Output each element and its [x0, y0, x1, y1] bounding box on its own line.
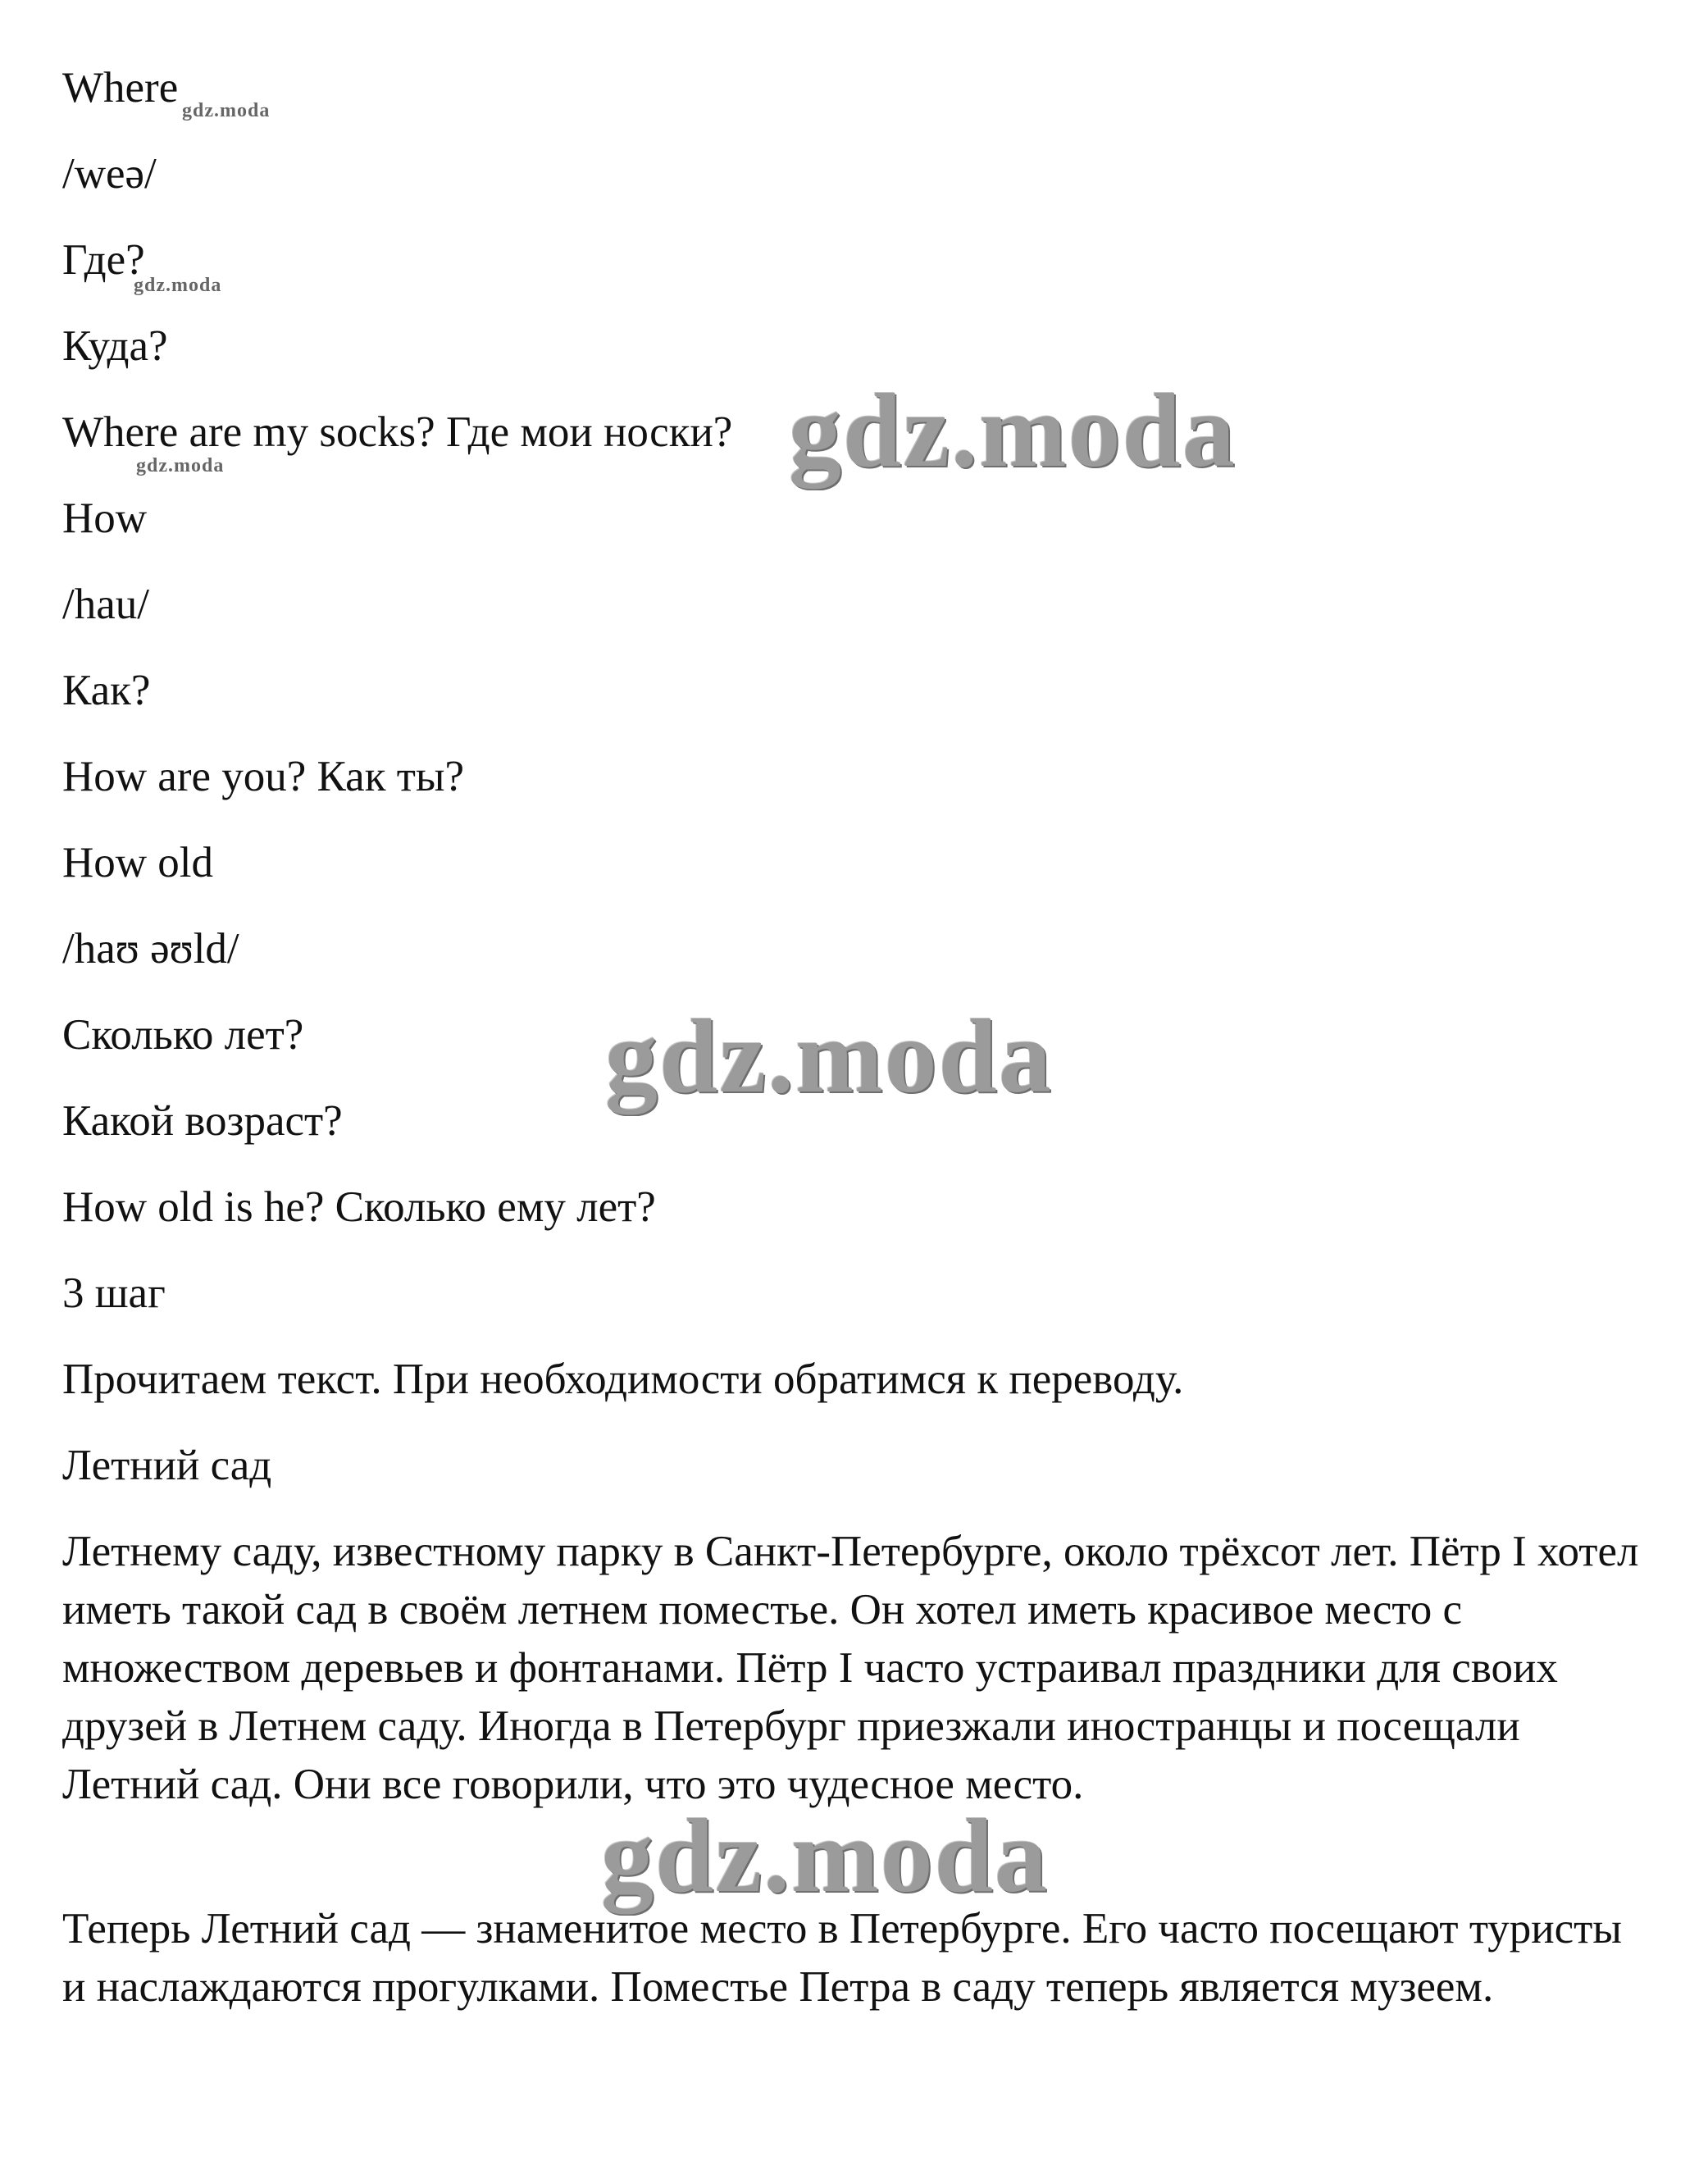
example-where: Where are my socks? Где мои носки?: [62, 408, 733, 456]
watermark-large-2: gdz.moda: [605, 998, 1053, 1114]
transcription-how: /hau/: [62, 581, 149, 628]
word-how: How: [62, 494, 148, 542]
example-how: How are you? Как ты?: [62, 753, 464, 800]
word-where: Where: [62, 64, 179, 112]
transcription-where: /weə/: [62, 150, 157, 198]
instruction-text: Прочитаем текст. При необходимости обратимся к переводу.: [62, 1356, 1184, 1403]
watermark-small-2: gdz.moda: [134, 275, 222, 296]
example-how-old: How old is he? Сколько ему лет?: [62, 1183, 656, 1231]
text-title: Летний сад: [62, 1442, 272, 1489]
transcription-how-old: /haʊ əʊld/: [62, 925, 239, 973]
translation-where-2: Куда?: [62, 322, 168, 370]
step-heading: 3 шаг: [62, 1269, 166, 1317]
paragraph-2: Теперь Летний сад — знаменитое место в Петербурге. Его часто посещают туристы и наслаждаются прогулками. Поместье Петра в саду теперь является музеем.: [62, 1905, 1622, 2011]
translation-where-1: Где?: [62, 236, 145, 284]
translation-how-old-2: Какой возраст?: [62, 1097, 343, 1145]
translation-how-old-1: Сколько лет?: [62, 1011, 304, 1059]
watermark-large-1: gdz.moda: [789, 372, 1237, 489]
watermark-small-1: gdz.moda: [182, 100, 271, 121]
word-how-old: How old: [62, 839, 214, 886]
paragraph-1: Летнему саду, известному парку в Санкт-Петербурге, около трёхсот лет. Пётр I хотел иметь такой сад в своём летнем поместье. Он хотел иметь красивое место с множеством деревьев и фонтанами. Пётр I часто устраивал праздники для своих друзей в Летнем саду. Иногда в Петербург приезжали иностранцы и посещали Летний сад. Они все говорили, что это чудесное место.: [62, 1528, 1639, 1808]
watermark-small-3: gdz.moda: [136, 455, 225, 476]
watermark-large-3: gdz.moda: [601, 1798, 1049, 1914]
translation-how: Как?: [62, 667, 151, 714]
